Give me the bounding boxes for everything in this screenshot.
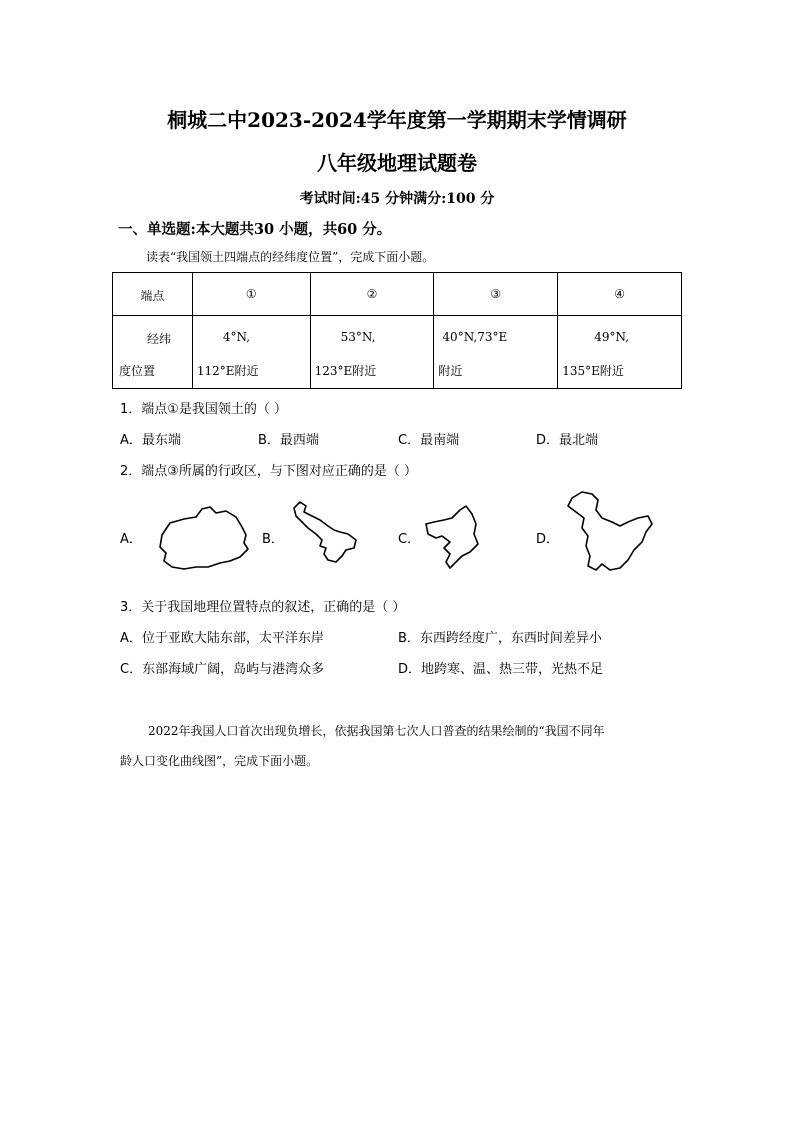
question-3-option-d: D．地跨寒、温、热三带，光热不足 xyxy=(398,662,604,677)
table-cell xyxy=(434,316,558,389)
table-row xyxy=(113,316,682,389)
table-intro: 读表“我国领土四端点的经纬度位置”，完成下面小题。 xyxy=(146,250,435,264)
row-label-line2: 度位置 xyxy=(119,364,156,378)
table-cell xyxy=(113,316,193,389)
table-cell xyxy=(310,316,434,389)
exam-info: 考试时间:45 分钟满分:100 分 xyxy=(299,191,495,207)
extreme-points-table xyxy=(112,272,682,389)
point-mark: ④ xyxy=(614,287,625,301)
heilongjiang-outline-icon xyxy=(562,490,656,574)
exam-subtitle: 八年级地理试题卷 xyxy=(317,151,477,175)
question-3-option-b: B．东西跨经度广，东西时间差异小 xyxy=(398,631,602,646)
table-cell xyxy=(558,273,682,316)
point-mark: ① xyxy=(245,287,257,301)
question-3-stem: 3．关于我国地理位置特点的叙述，正确的是（ ） xyxy=(120,600,406,615)
question-1-option-a: A．最东端 xyxy=(120,433,181,448)
point-mark: ③ xyxy=(490,287,502,301)
question-1-option-c: C．最南端 xyxy=(398,433,460,448)
table-row xyxy=(113,273,682,316)
row-label-endpoint: 端点 xyxy=(140,289,165,303)
coord-line1: 4°N, xyxy=(222,330,251,344)
row-label-line1: 经纬 xyxy=(147,332,172,346)
question-1-stem: 1．端点①是我国领土的（ ） xyxy=(120,402,288,417)
table-cell xyxy=(558,316,682,389)
coord-line2: 123°E附近 xyxy=(314,364,377,378)
coord-line2: 附近 xyxy=(438,364,463,378)
question-2-option-d: D． xyxy=(536,532,560,547)
coord-line1: 40°N,73°E xyxy=(442,330,508,344)
question-3-option-a: A．位于亚欧大陆东部，太平洋东岸 xyxy=(120,631,324,646)
question-2-stem: 2．端点③所属的行政区，与下图对应正确的是（ ） xyxy=(120,464,418,479)
question-1-option-d: D．最北端 xyxy=(536,433,599,448)
population-intro-line1: 2022年我国人口首次出现负增长，依据我国第七次人口普查的结果绘制的“我国不同年 xyxy=(148,724,605,738)
table-cell xyxy=(192,316,310,389)
coord-line2: 135°E附近 xyxy=(562,364,624,378)
gansu-outline-icon xyxy=(290,500,362,564)
point-mark: ② xyxy=(366,287,378,301)
question-2-option-a: A． xyxy=(120,532,142,547)
xinjiang-outline-icon xyxy=(156,505,252,571)
table-cell xyxy=(310,273,434,316)
table-cell xyxy=(434,273,558,316)
table-cell xyxy=(192,273,310,316)
coord-line1: 53°N, xyxy=(340,330,376,344)
population-intro-line2: 龄人口变化曲线图”，完成下面小题。 xyxy=(120,754,319,768)
question-3-option-c: C．东部海域广阔，岛屿与港湾众多 xyxy=(120,662,325,677)
exam-title: 桐城二中2023-2024学年度第一学期期末学情调研 xyxy=(167,108,627,132)
coord-line1: 49°N, xyxy=(594,330,630,344)
question-2-option-b: B． xyxy=(262,532,284,547)
section-heading: 一、单选题:本大题共30 小题，共60 分。 xyxy=(118,221,392,238)
coord-line2: 112°E附近 xyxy=(196,364,259,378)
shanxi-outline-icon xyxy=(420,504,482,570)
question-1-option-b: B．最西端 xyxy=(258,433,319,448)
question-2-option-c: C． xyxy=(398,532,421,547)
table-cell xyxy=(113,273,193,316)
